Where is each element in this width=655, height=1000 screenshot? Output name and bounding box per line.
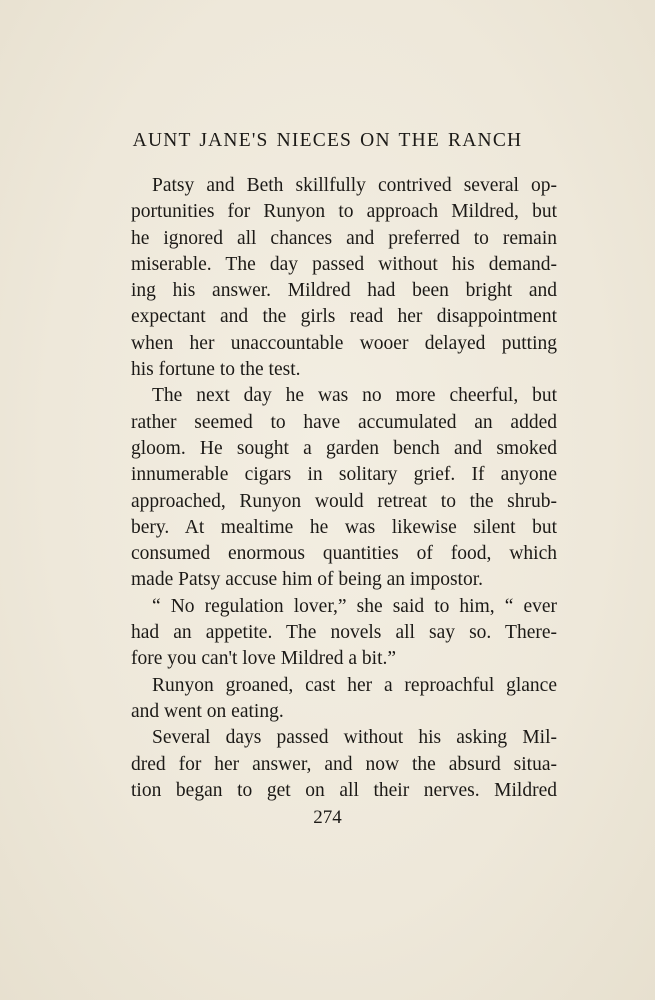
text-line: ing his answer. Mildred had been bright and: [131, 280, 557, 302]
text-line: approached, Runyon would retreat to the shrub-: [131, 490, 557, 512]
text-line: dred for her answer, and now the absurd situa-: [131, 753, 557, 775]
running-header: AUNT JANE'S NIECES ON THE RANCH: [132, 130, 523, 151]
text-line: rather seemed to have accumulated an added: [131, 411, 557, 433]
text-line: his fortune to the test.: [131, 359, 301, 381]
text-line: tion began to get on all their nerves. Mildred: [131, 779, 557, 801]
text-line: miserable. The day passed without his demand-: [131, 253, 557, 275]
paragraph-2: [131, 383, 557, 593]
text-line: Runyon groaned, cast her a reproachful glance: [152, 674, 557, 696]
text-line: “ No regulation lover,” she said to him, “ ever: [152, 595, 557, 617]
text-line: Several days passed without his asking Mil-: [152, 727, 557, 749]
text-line: made Patsy accuse him of being an impostor.: [131, 569, 484, 591]
text-line: expectant and the girls read her disappointment: [131, 306, 557, 328]
paragraph-5: [131, 725, 557, 804]
paragraph-4: [131, 673, 557, 726]
page-number: 274: [313, 807, 342, 828]
text-line: he ignored all chances and preferred to remain: [131, 227, 557, 249]
text-line: Patsy and Beth skillfully contrived several op-: [152, 175, 557, 196]
text-line: fore you can't love Mildred a bit.”: [131, 648, 397, 670]
text-line: consumed enormous quantities of food, which: [131, 543, 557, 565]
paragraph-3: [131, 594, 557, 673]
text-line: when her unaccountable wooer delayed putting: [131, 332, 557, 354]
text-line: portunities for Runyon to approach Mildred, but: [131, 201, 557, 223]
text-line: The next day he was no more cheerful, but: [152, 385, 557, 407]
body-text: [131, 173, 557, 804]
text-line: gloom. He sought a garden bench and smoked: [131, 437, 557, 459]
text-line: had an appetite. The novels all say so. There-: [131, 622, 557, 644]
text-line: innumerable cigars in solitary grief. If anyone: [131, 464, 557, 486]
text-line: and went on eating.: [131, 700, 284, 722]
paragraph-1: [131, 173, 557, 383]
text-line: bery. At mealtime he was likewise silent but: [131, 516, 557, 538]
